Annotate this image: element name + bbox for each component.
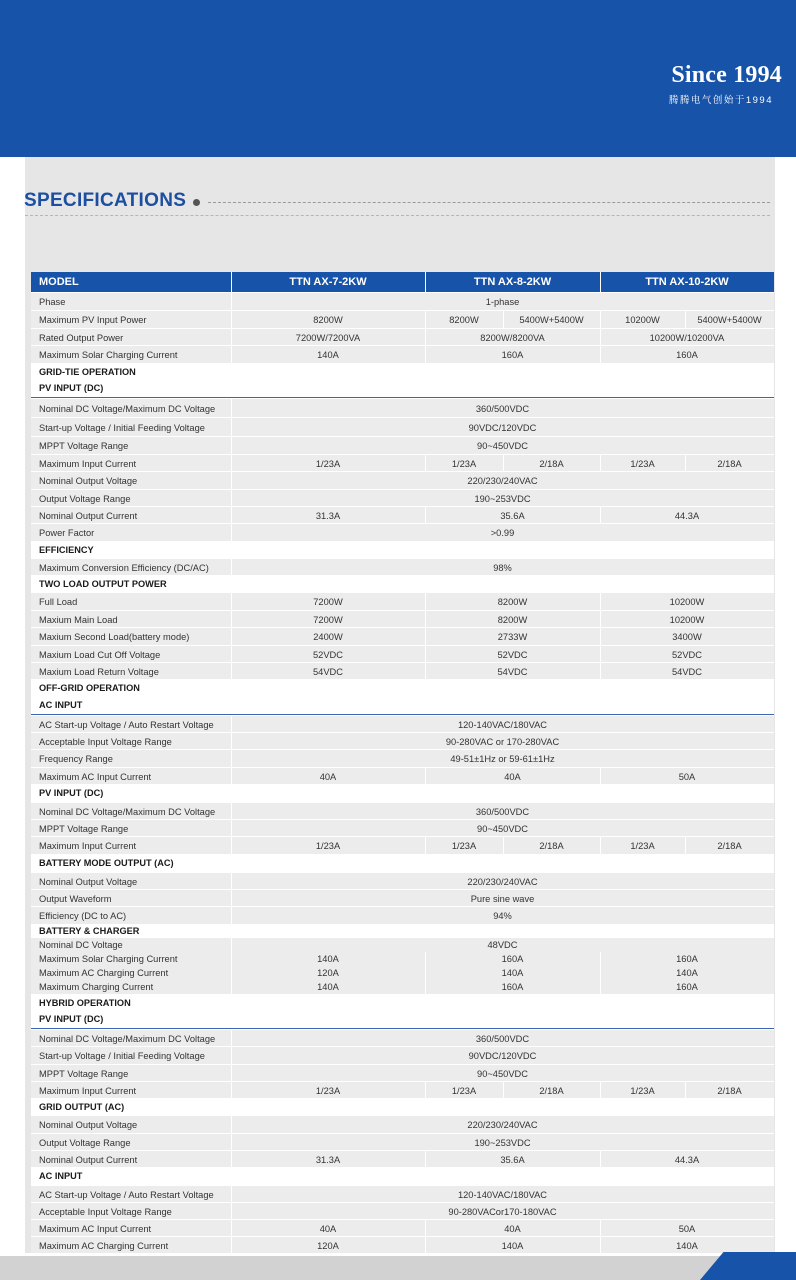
cell-value: 220/230/240VAC [467, 876, 538, 887]
row-label: Nominal DC Voltage/Maximum DC Voltage [39, 403, 216, 414]
table-row [31, 889, 774, 907]
row-label: Power Factor [39, 528, 95, 538]
cell-value: 1-phase [485, 297, 520, 307]
cell-value: 140A [501, 968, 524, 978]
cell-value: 140A [317, 954, 339, 964]
cell-value: 190~253VDC [474, 493, 531, 504]
section-label: PV INPUT (DC) [39, 1014, 104, 1025]
cell-value: 2/18A [717, 458, 742, 469]
section-label: AC INPUT [39, 1171, 83, 1181]
cell-value: 44.3A [674, 1154, 700, 1165]
cell-value: 90-280VAC or 170-280VAC [445, 736, 560, 747]
cell-value: 2/18A [717, 1085, 742, 1096]
section-heading [31, 363, 774, 380]
row-label: Acceptable Input Voltage Range [39, 736, 172, 747]
section-heading [31, 696, 774, 715]
table-row [31, 952, 774, 966]
cell-value: 220/230/240VAC [467, 1120, 538, 1130]
table-row [31, 1185, 774, 1203]
table-row [31, 292, 774, 311]
row-label: Maxium Load Return Voltage [39, 666, 159, 677]
header-ttn-ax-8: TTN AX-8-2KW [473, 276, 552, 288]
table-row [31, 436, 774, 455]
table-row [31, 836, 774, 855]
table-row [31, 1219, 774, 1237]
row-label: Start-up Voltage / Initial Feeding Voltage [39, 422, 205, 433]
cell-value: 35.6A [500, 1154, 525, 1165]
cell-value: 1/23A [630, 458, 655, 469]
row-label: Output Voltage Range [39, 1137, 131, 1148]
cell-value: 7200W [313, 614, 343, 625]
cell-value: 160A [676, 982, 698, 992]
row-label: Nominal DC Voltage [39, 940, 123, 950]
section-heading [31, 924, 774, 938]
row-label: AC Start-up Voltage / Auto Restart Voltage [39, 719, 214, 730]
cell-value: 48VDC [487, 940, 518, 950]
section-label: AC INPUT [39, 699, 83, 710]
table-row [31, 645, 774, 663]
cell-value: 1/23A [315, 1085, 341, 1096]
cell-value: 52VDC [313, 649, 343, 660]
cell-value: 10200W [669, 597, 705, 607]
row-label: Nominal Output Voltage [39, 476, 138, 486]
table-row [31, 1150, 774, 1168]
row-label: Acceptable Input Voltage Range [39, 1206, 172, 1217]
section-heading [31, 1167, 774, 1185]
cell-value: 360/500VDC [475, 403, 530, 414]
row-label: Maximum Solar Charging Current [39, 350, 178, 360]
cell-value: 2/18A [539, 1085, 564, 1096]
table-row [31, 627, 774, 646]
cell-value: Pure sine wave [470, 893, 535, 904]
header-model: MODEL [39, 276, 79, 288]
cell-value: 90~450VDC [477, 441, 528, 451]
row-label: Nominal Output Current [39, 510, 138, 521]
header-banner [0, 0, 796, 157]
table-row [31, 417, 774, 437]
table-row [31, 662, 774, 680]
table-row [31, 592, 774, 611]
cell-value: 140A [501, 1240, 524, 1251]
section-heading [31, 784, 774, 802]
row-label: Maximum AC Input Current [39, 771, 152, 782]
section-label: TWO LOAD OUTPUT POWER [39, 578, 167, 589]
row-label: Maximum Charging Current [39, 982, 154, 992]
cell-value: 8200W [497, 597, 528, 607]
row-label: AC Start-up Voltage / Auto Restart Voltage [39, 1189, 214, 1200]
footer-bar [0, 1256, 796, 1280]
table-row [31, 1029, 774, 1047]
cell-value: 140A [676, 968, 698, 978]
section-label: PV INPUT (DC) [39, 788, 104, 798]
table-row [31, 749, 774, 768]
table-row [31, 938, 774, 952]
since-1994-subtitle: 腾腾电气创始于1994 [668, 95, 773, 106]
cell-value: 220/230/240VAC [467, 476, 538, 486]
table-row [31, 767, 774, 785]
cell-value: 44.3A [674, 510, 700, 521]
table-row [31, 398, 774, 418]
table-row [31, 1133, 774, 1151]
table-row [31, 506, 774, 524]
cell-value: 8200W [497, 614, 528, 625]
cell-value: 160A [501, 982, 524, 992]
row-label: MPPT Voltage Range [39, 823, 129, 834]
section-label: GRID OUTPUT (AC) [39, 1101, 125, 1112]
cell-value: 35.6A [500, 510, 525, 521]
cell-value: 1/23A [451, 458, 477, 469]
section-label: HYBRID OPERATION [39, 997, 131, 1008]
cell-value: 10200W [669, 614, 705, 625]
row-label: Maximum Input Current [39, 841, 137, 851]
cell-value: 1/23A [451, 841, 477, 851]
cell-value: 160A [676, 350, 698, 360]
dashed-divider [25, 215, 770, 216]
row-label: Maximum Input Current [39, 1085, 137, 1096]
table-row [31, 1081, 774, 1099]
cell-value: 140A [317, 982, 339, 992]
cell-value: 31.3A [315, 510, 341, 521]
section-label: OFF-GRID OPERATION [39, 682, 140, 693]
row-label: Maxium Load Cut Off Voltage [39, 649, 161, 660]
row-label: Nominal Output Voltage [39, 876, 138, 887]
section-label: BATTERY MODE OUTPUT (AC) [39, 858, 174, 868]
table-row [31, 523, 774, 542]
specifications-title: SPECIFICATIONS [24, 190, 187, 211]
section-label: BATTERY & CHARGER [39, 926, 140, 936]
row-label: Efficiency (DC to AC) [39, 911, 127, 921]
cell-value: 40A [504, 1223, 521, 1234]
table-row [31, 715, 774, 733]
cell-value: 2/18A [539, 458, 564, 469]
cell-value: 40A [504, 771, 521, 782]
row-label: Nominal Output Voltage [39, 1120, 138, 1130]
cell-value: 90~450VDC [477, 823, 528, 834]
cell-value: 2400W [313, 632, 343, 642]
row-label: Full Load [39, 597, 78, 607]
cell-value: 52VDC [497, 649, 528, 660]
section-label: GRID-TIE OPERATION [39, 366, 136, 377]
section-heading [31, 994, 774, 1011]
cell-value: 31.3A [315, 1154, 341, 1165]
cell-value: 52VDC [672, 649, 702, 660]
row-label: Rated Output Power [39, 332, 124, 343]
table-row [31, 454, 774, 472]
table-row [31, 558, 774, 576]
cell-value: 160A [676, 954, 698, 964]
dashed-divider [208, 202, 770, 203]
table-header-row [31, 272, 774, 292]
row-label: Maximum AC Charging Current [39, 1240, 169, 1251]
row-label: Maximum Conversion Efficiency (DC/AC) [39, 562, 209, 573]
cell-value: 120A [317, 1240, 339, 1251]
section-label: PV INPUT (DC) [39, 383, 104, 394]
cell-value: 3400W [672, 632, 702, 642]
cell-value: 360/500VDC [475, 806, 530, 817]
cell-value: 1/23A [315, 841, 341, 851]
table-row [31, 489, 774, 507]
table-row [31, 345, 774, 364]
cell-value: 90VDC/120VDC [468, 422, 537, 433]
row-label: Output Waveform [39, 893, 112, 904]
table-row [31, 819, 774, 837]
row-label: MPPT Voltage Range [39, 1068, 129, 1079]
cell-value: 90VDC/120VDC [468, 1051, 537, 1061]
cell-value: 90~450VDC [477, 1068, 528, 1079]
row-label: Maximum PV Input Power [39, 315, 147, 325]
cell-value: >0.99 [490, 528, 515, 538]
cell-value: 94% [493, 911, 512, 921]
table-row [31, 1046, 774, 1065]
header-ttn-ax-7: TTN AX-7-2KW [289, 276, 367, 288]
section-heading [31, 541, 774, 558]
row-label: Output Voltage Range [39, 493, 131, 504]
row-label: Nominal Output Current [39, 1154, 138, 1165]
cell-value: 10200W/10200VA [649, 332, 725, 343]
cell-value: 8200W/8200VA [480, 332, 545, 343]
cell-value: 7200W/7200VA [295, 332, 361, 343]
cell-value: 1/23A [451, 1085, 477, 1096]
cell-value: 8200W [449, 315, 479, 325]
row-label: Nominal DC Voltage/Maximum DC Voltage [39, 806, 216, 817]
row-label: Maxium Second Load(battery mode) [39, 632, 190, 642]
table-row [31, 610, 774, 628]
cell-value: 120-140VAC/180VAC [457, 719, 548, 730]
row-label: Start-up Voltage / Initial Feeding Voltage [39, 1051, 205, 1061]
section-heading [31, 1011, 774, 1029]
cell-value: 98% [493, 562, 512, 573]
row-label: Maxium Main Load [39, 614, 118, 625]
cell-value: 1/23A [315, 458, 341, 469]
table-row [31, 1236, 774, 1254]
cell-value: 190~253VDC [474, 1137, 531, 1148]
cell-value: 2733W [497, 632, 528, 642]
table-row [31, 906, 774, 925]
cell-value: 140A [676, 1240, 698, 1251]
cell-value: 90-280VACor170-180VAC [448, 1206, 557, 1217]
row-label: Maximum Solar Charging Current [39, 954, 178, 964]
cell-value: 5400W+5400W [697, 315, 762, 325]
since-1994-logo: Since 1994 [671, 62, 782, 88]
section-label: EFFICIENCY [39, 544, 94, 555]
cell-value: 2/18A [539, 841, 564, 851]
cell-value: 2/18A [717, 841, 742, 851]
header-ttn-ax-10: TTN AX-10-2KW [645, 276, 729, 288]
cell-value: 1/23A [630, 1085, 655, 1096]
table-row [31, 328, 774, 346]
cell-value: 120-140VAC/180VAC [457, 1189, 548, 1200]
cell-value: 120A [317, 968, 339, 978]
cell-value: 40A [319, 1223, 337, 1234]
table-row [31, 802, 774, 820]
cell-value: 40A [319, 771, 337, 782]
cell-value: 1/23A [630, 841, 655, 851]
cell-value: 54VDC [497, 666, 528, 677]
table-row [31, 310, 774, 329]
section-heading [31, 1098, 774, 1115]
table-row [31, 980, 774, 994]
spec-table [31, 272, 774, 1253]
cell-value: 7200W [313, 597, 343, 607]
row-label: Maximum Input Current [39, 458, 137, 469]
cell-value: 50A [678, 1223, 696, 1234]
section-heading [31, 575, 774, 592]
table-row [31, 1064, 774, 1082]
cell-value: 54VDC [313, 666, 343, 677]
section-heading [31, 854, 774, 872]
table-row [31, 471, 774, 490]
cell-value: 10200W [625, 315, 660, 325]
bullet-dot-icon [193, 199, 200, 206]
cell-value: 5400W+5400W [519, 315, 584, 325]
cell-value: 160A [501, 954, 524, 964]
cell-value: 49-51±1Hz or 59-61±1Hz [450, 754, 555, 764]
cell-value: 160A [501, 350, 524, 360]
table-row [31, 1202, 774, 1220]
table-row [31, 872, 774, 890]
row-label: MPPT Voltage Range [39, 441, 129, 451]
row-label: Phase [39, 297, 66, 307]
row-label: Nominal DC Voltage/Maximum DC Voltage [39, 1033, 216, 1044]
cell-value: 50A [678, 771, 696, 782]
row-label: Frequency Range [39, 754, 113, 764]
cell-value: 8200W [313, 315, 343, 325]
cell-value: 360/500VDC [475, 1033, 530, 1044]
table-row [31, 732, 774, 750]
row-label: Maximum AC Charging Current [39, 968, 169, 978]
cell-value: 54VDC [672, 666, 702, 677]
section-heading [31, 679, 774, 696]
table-row [31, 1115, 774, 1134]
table-row [31, 966, 774, 980]
cell-value: 140A [317, 350, 339, 360]
row-label: Maximum AC Input Current [39, 1223, 152, 1234]
section-heading [31, 380, 774, 398]
